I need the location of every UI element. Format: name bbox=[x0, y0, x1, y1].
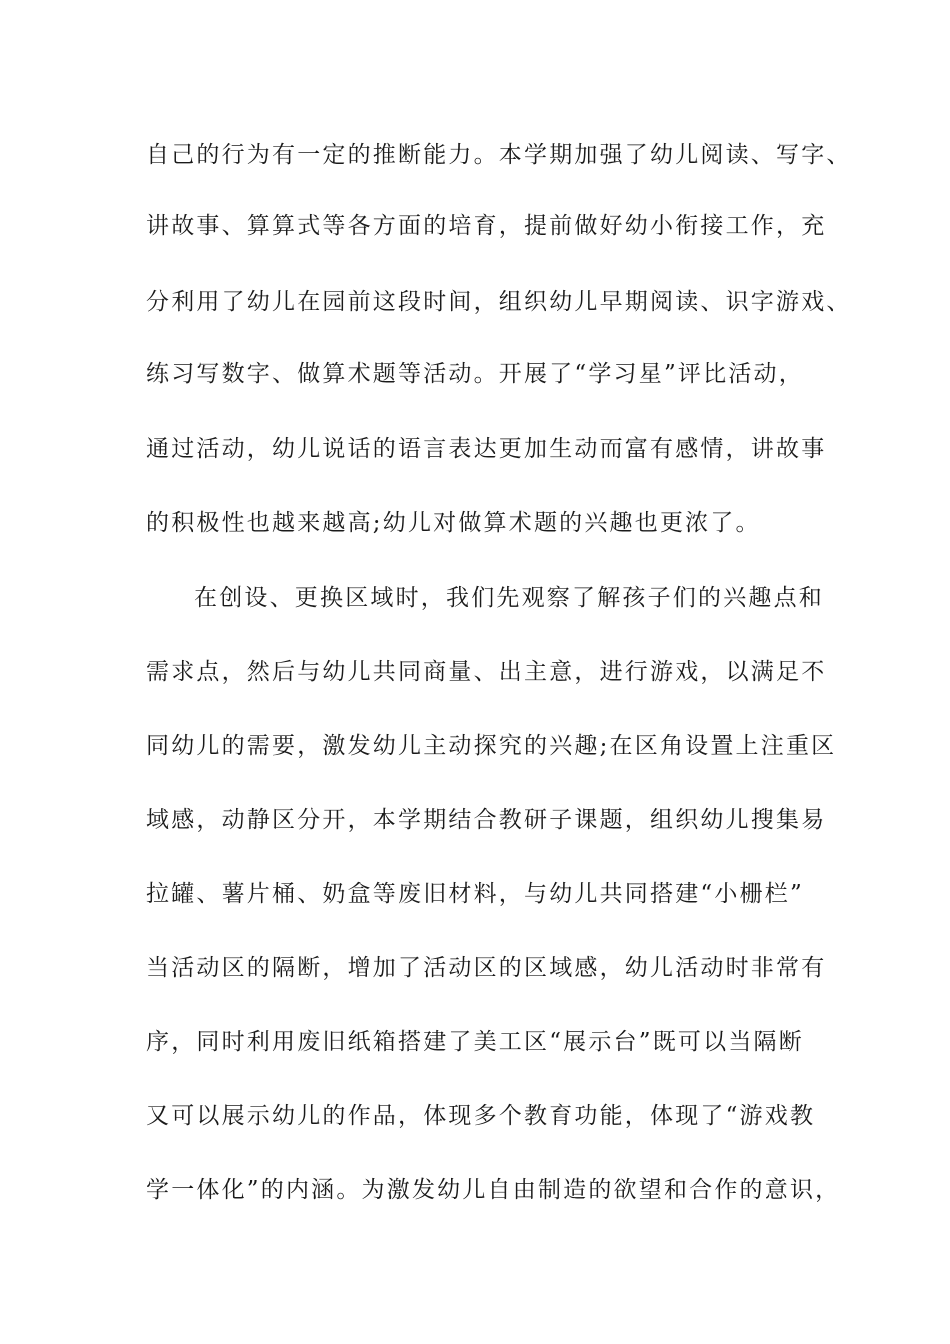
text-line: 讲故事、算算式等各方面的培育，提前做好幼小衔接工作，充 bbox=[146, 213, 827, 239]
text-line: 拉罐、薯片桶、奶盒等废旧材料，与幼儿共同搭建“小栅栏” bbox=[146, 881, 804, 907]
text-line: 练习写数字、做算术题等活动。开展了“学习星”评比活动， bbox=[146, 361, 804, 387]
text-line: 通过活动，幼儿说话的语言表达更加生动而富有感情，讲故事 bbox=[146, 436, 827, 462]
text-line: 同幼儿的需要，激发幼儿主动探究的兴趣;在区角设置上注重区 bbox=[146, 733, 837, 759]
text-line: 分利用了幼儿在园前这段时间，组织幼儿早期阅读、识字游戏、 bbox=[146, 289, 852, 315]
text-line: 的积极性也越来越高;幼儿对做算术题的兴趣也更浓了。 bbox=[146, 510, 761, 536]
text-line: 域感，动静区分开，本学期结合教研子课题，组织幼儿搜集易 bbox=[146, 807, 827, 833]
text-line: 当活动区的隔断，增加了活动区的区域感，幼儿活动时非常有 bbox=[146, 955, 827, 981]
text-line: 需求点，然后与幼儿共同商量、出主意，进行游戏，以满足不 bbox=[146, 659, 827, 685]
paragraph-first-line: 在创设、更换区域时，我们先观察了解孩子们的兴趣点和 bbox=[194, 585, 824, 611]
text-line: 学一体化”的内涵。为激发幼儿自由制造的欲望和合作的意识， bbox=[146, 1177, 841, 1203]
text-line: 自己的行为有一定的推断能力。本学期加强了幼儿阅读、写字、 bbox=[146, 142, 852, 168]
text-line: 序，同时利用废旧纸箱搭建了美工区“展示台”既可以当隔断 bbox=[146, 1029, 804, 1055]
text-line: 又可以展示幼儿的作品，体现多个教育功能，体现了“游戏教 bbox=[146, 1103, 816, 1129]
